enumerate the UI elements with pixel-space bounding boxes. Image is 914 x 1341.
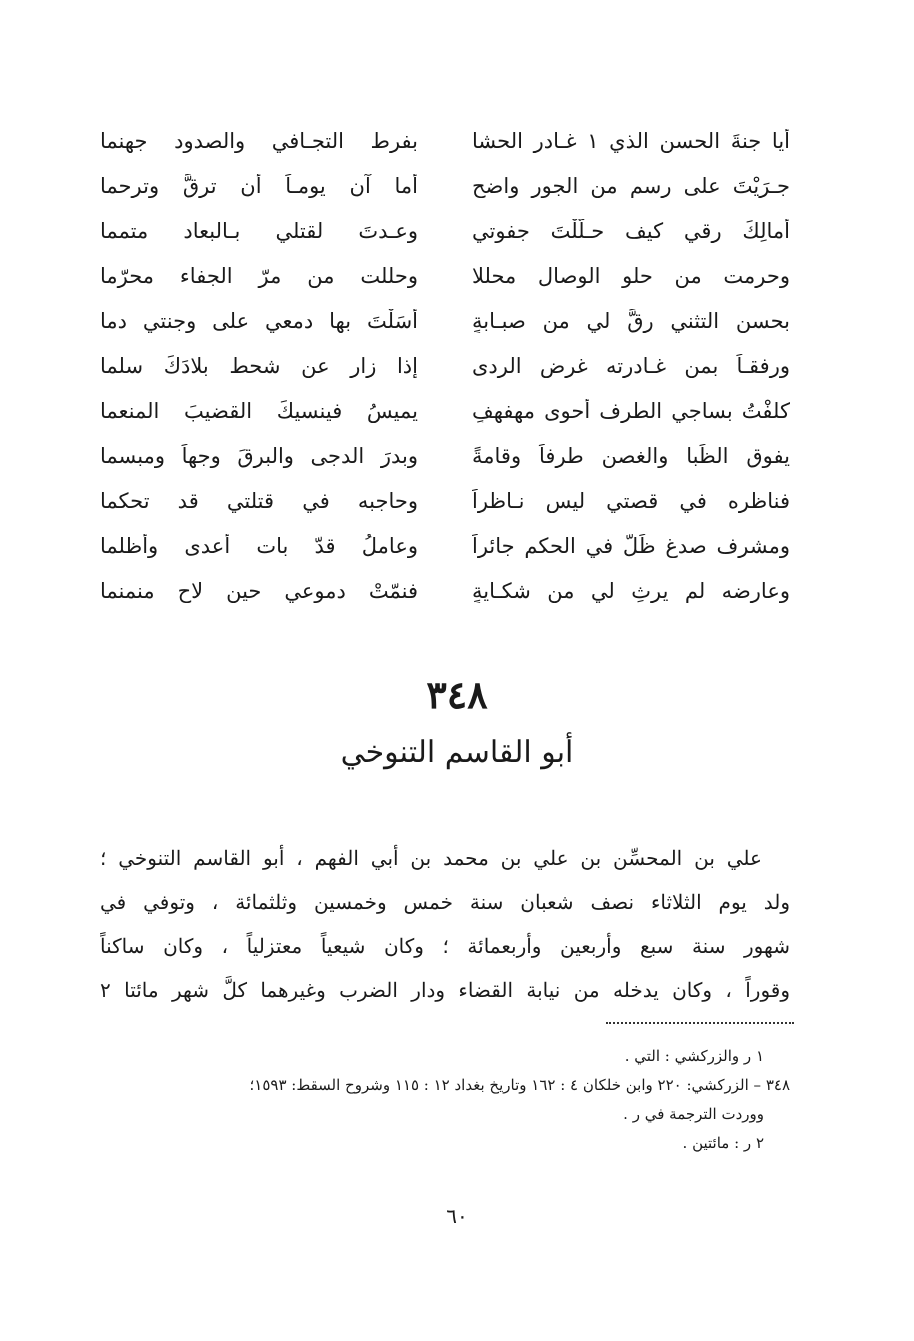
second-hemistich: فنمّتْ دموعي حين لاح منمنما xyxy=(100,578,418,603)
prose-line: علي بن المحسِّن بن علي بن محمد بن أبي الفهم ، أبو القاسم التنوخي ؛ xyxy=(100,846,762,870)
second-hemistich: أسَلْتَ بها دمعي على وجنتي دما xyxy=(100,308,418,333)
footnote-1: ١ ر والزركشي : التي . xyxy=(624,1047,764,1065)
first-hemistich: وعارضه لم يرثِ لي من شكـايةٍ xyxy=(472,578,790,603)
poem-verse xyxy=(100,118,790,163)
footnote-divider xyxy=(606,1022,794,1024)
second-hemistich: أما آن يومـاً أن ترقَّ وترحما xyxy=(100,173,418,198)
second-hemistich: وعـدتَ لقتلي بـالبعاد متمما xyxy=(100,218,418,243)
second-hemistich: وبدرَ الدجى والبرقَ وجهاً ومبسما xyxy=(100,443,418,468)
poem-verse xyxy=(100,298,790,343)
first-hemistich: ومشرف صدغ ظَلَّ في الحكم جائراً xyxy=(472,533,790,558)
first-hemistich: فناظره في قصتي ليس نـاظراً xyxy=(472,488,790,513)
poem-verse xyxy=(100,343,790,388)
entry-number: ٣٤٨ xyxy=(426,672,488,717)
first-hemistich: يفوق الظِّبا والغصن طرفاً وقامةً xyxy=(472,443,790,468)
first-hemistich: وحرمت من حلو الوصال محللا xyxy=(472,263,790,288)
first-hemistich: ورفقـاً بمن غـادرته غرض الردى xyxy=(472,353,790,378)
entry-title: أبو القاسم التنوخي xyxy=(340,735,574,770)
prose-line: ولد يوم الثلاثاء نصف شعبان سنة خمس وخمسين وثلثمائة ، وتوفي في xyxy=(100,890,790,914)
second-hemistich: وحللت من مرّ الجفاء محرّما xyxy=(100,263,418,288)
footnotes xyxy=(100,1042,790,1158)
second-hemistich: وحاجبه في قتلتي قد تحكما xyxy=(100,488,418,513)
page-number: ٦٠ xyxy=(446,1204,468,1228)
poem-verse xyxy=(100,388,790,433)
poem-verse xyxy=(100,568,790,613)
second-hemistich: بفرط التجـافي والصدود جهنما xyxy=(100,128,418,153)
poem-block xyxy=(100,118,790,613)
second-hemistich: يميسُ فينسيكَ القضيبَ المنعما xyxy=(100,398,418,423)
footnote-entry-sources: ٣٤٨ – الزركشي: ٢٢٠ وابن خلكان ٤ : ١٦٢ وتاريخ بغداد ١٢ : ١١٥ وشروح السقط: ١٥٩٣؛ xyxy=(249,1076,790,1094)
prose-line: وقوراً ، وكان يدخله من نيابة القضاء ودار الضرب وغيرهما كلَّ شهر مائتا ٢ xyxy=(100,978,790,1002)
first-hemistich: كلفْتُ بساجي الطرف أحوى مهفهفٍ xyxy=(472,398,790,423)
biography-text xyxy=(100,836,790,1012)
first-hemistich: أيا جنةَ الحسنِ الذي ١ غـادر الحشا xyxy=(472,128,790,153)
first-hemistich: أمالِكَ رقي كيف حـلَّلْتَ جفوتي xyxy=(472,218,790,243)
second-hemistich: وعاملُ قدّ بات أعدى وأظلما xyxy=(100,533,418,558)
poem-verse xyxy=(100,253,790,298)
poem-verse xyxy=(100,478,790,523)
poem-verse xyxy=(100,208,790,253)
second-hemistich: إذا زار عن شحط بلادَكَ سلما xyxy=(100,353,418,378)
first-hemistich: جـرَيْتَ على رسمٍ من الجور واضحٍ xyxy=(472,173,790,198)
poem-verse xyxy=(100,433,790,478)
prose-line: شهور سنة سبع وأربعين وأربعمائة ؛ وكان شيعياً معتزلياً ، وكان ساكناً xyxy=(100,934,790,958)
poem-verse xyxy=(100,163,790,208)
footnote-entry-sources-cont: ووردت الترجمة في ر . xyxy=(623,1105,764,1123)
first-hemistich: بحسن التثني رقَّ لي من صبـابةٍ xyxy=(472,308,790,333)
footnote-2: ٢ ر : مائتين . xyxy=(682,1134,764,1152)
poem-verse xyxy=(100,523,790,568)
